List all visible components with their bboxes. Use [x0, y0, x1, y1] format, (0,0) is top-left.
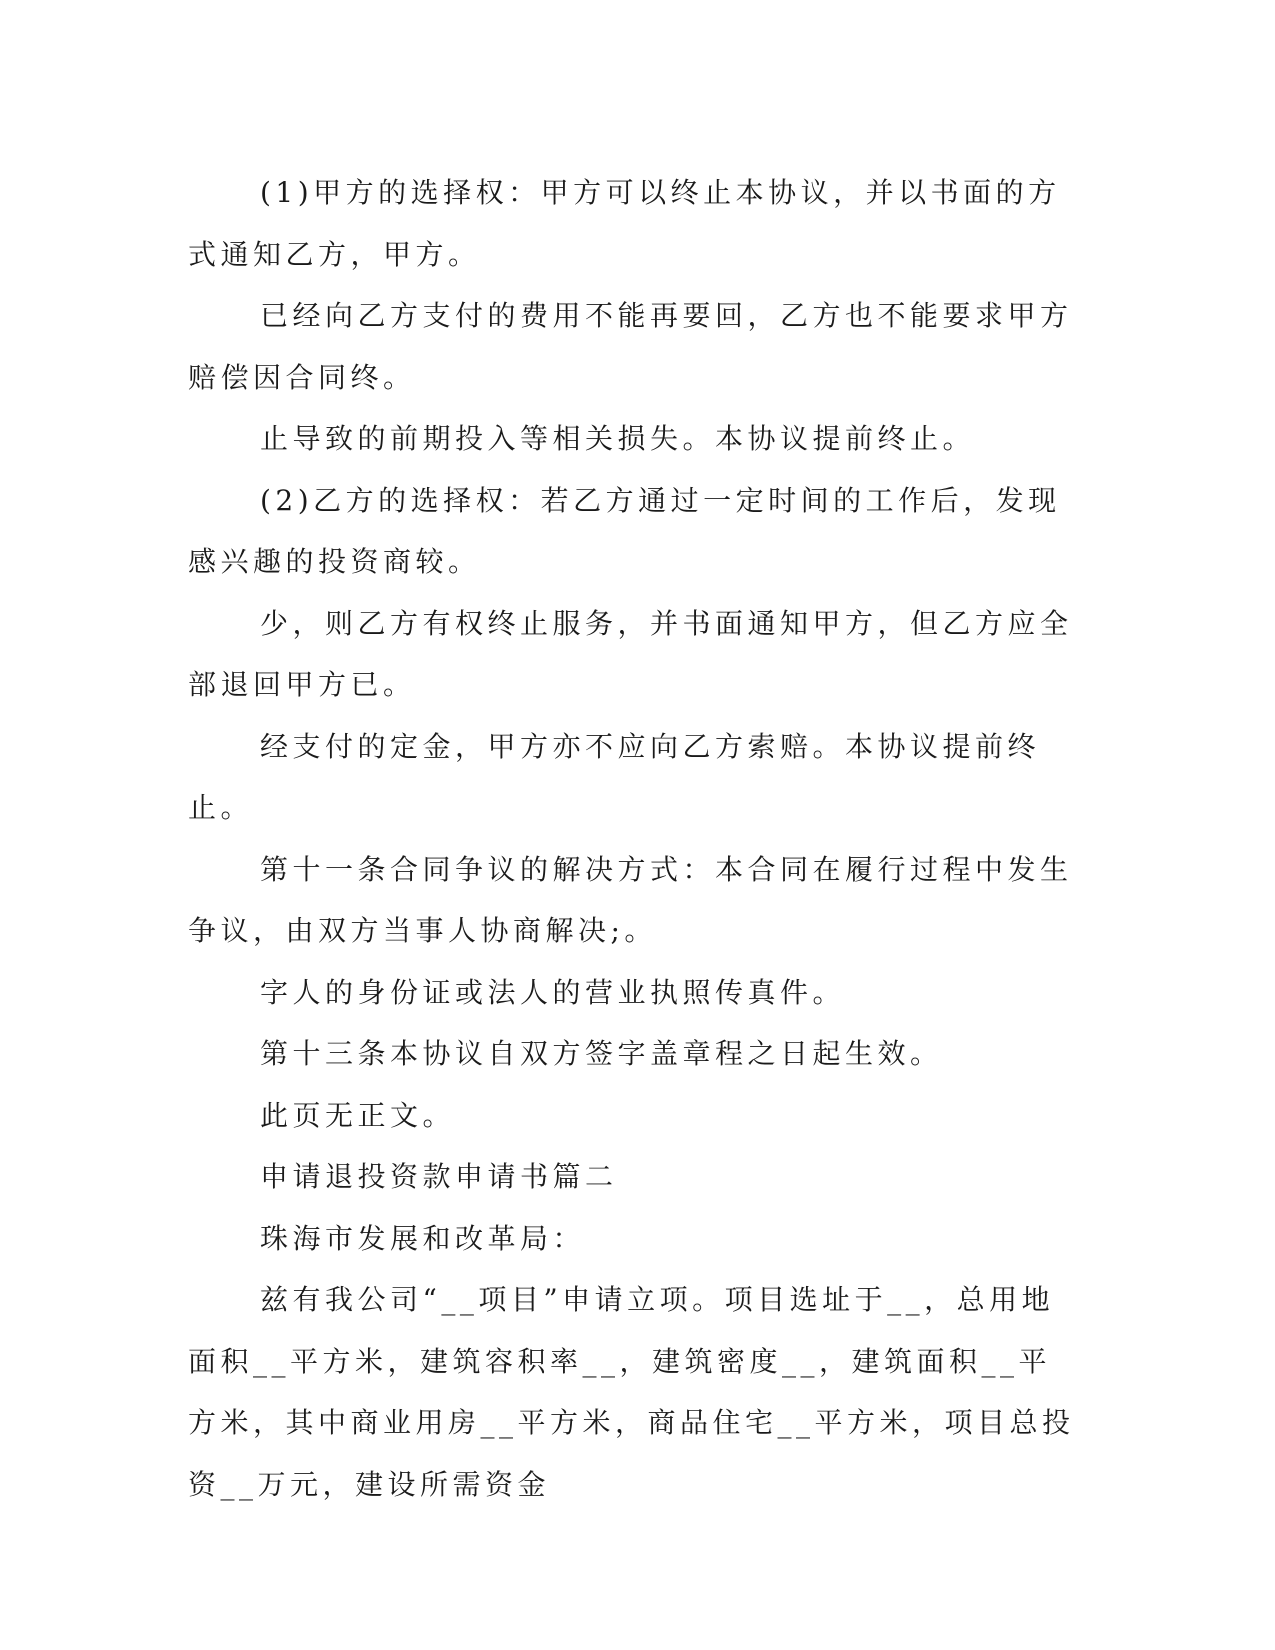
paragraph-option-party-a: (1)甲方的选择权：甲方可以终止本协议，并以书面的方式通知乙方，甲方。	[188, 176, 1061, 271]
paragraph-project-application: 兹有我公司“__项目”申请立项。项目选址于__，总用地面积__平方米，建筑容积率__，建筑密度__，建筑面积__平方米，其中商业用房__平方米，商品住宅__平方米，项目总投资__万元，建设所需资金	[188, 1283, 1075, 1501]
paragraph-loss-termination: 止导致的前期投入等相关损失。本协议提前终止。	[260, 422, 976, 455]
document-body	[188, 162, 1078, 1515]
paragraph-article-13: 第十三条本协议自双方签字盖章程之日起生效。	[260, 1037, 943, 1070]
paragraph-no-text: 此页无正文。	[260, 1098, 456, 1132]
paragraph-option-party-b: (2)乙方的选择权：若乙方通过一定时间的工作后，发现感兴趣的投资商较。	[188, 483, 1061, 578]
paragraph-fees-paid: 已经向乙方支付的费用不能再要回，乙方也不能要求甲方赔偿因合同终。	[188, 299, 1073, 394]
paragraph-terminate-service: 少，则乙方有权终止服务，并书面通知甲方，但乙方应全部退回甲方已。	[188, 606, 1073, 701]
addressee: 珠海市发展和改革局：	[260, 1221, 586, 1255]
paragraph-id-fax: 字人的身份证或法人的营业执照传真件。	[260, 975, 846, 1009]
paragraph-article-11: 第十一条合同争议的解决方式：本合同在履行过程中发生争议，由双方当事人协商解决;。	[188, 852, 1073, 947]
section-heading: 申请退投资款申请书篇二	[260, 1160, 618, 1193]
paragraph-deposit: 经支付的定金，甲方亦不应向乙方索赔。本协议提前终止。	[188, 729, 1041, 824]
